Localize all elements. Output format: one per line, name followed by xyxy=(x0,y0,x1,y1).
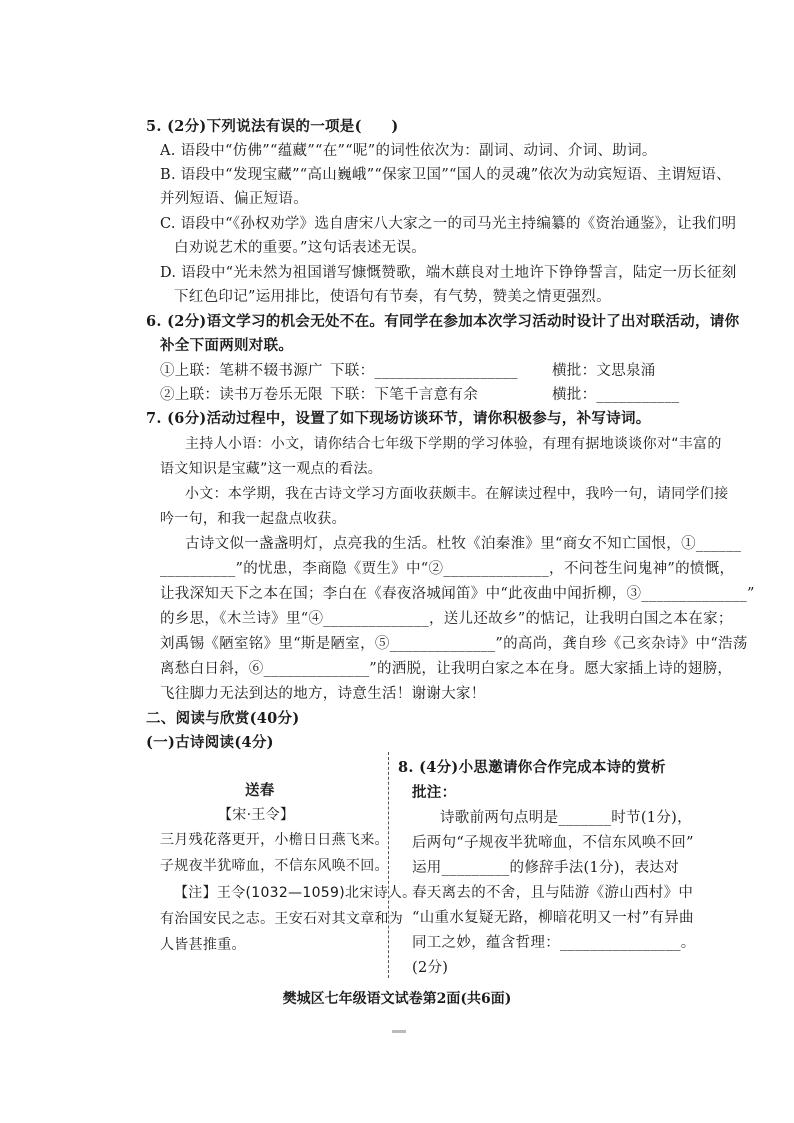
section-reading-title: 二、阅读与欣赏(40分) xyxy=(146,710,300,727)
poetry-passage-5: 刘禹锡《陋室铭》里“斯是陋室，⑤______________”的高尚，龚自珍《己亥杂诗》中“浩荡 xyxy=(160,636,748,652)
q6-stem-cont: 补全下面两则对联。 xyxy=(160,337,294,354)
poem-note: 【注】王令(1032—1059)北宋诗人。 xyxy=(174,885,417,901)
couplet2-upper: ②上联：读书万卷乐无限 xyxy=(160,387,323,403)
page-footer: 樊城区七年级语文试卷第2面(共6面) xyxy=(282,991,512,1007)
poetry-passage-6: 离愁白日斜，⑥______________”的洒脱，让我明白家之本在身。愿大家插上诗的翅膀， xyxy=(160,661,733,677)
poem-title: 送春 xyxy=(245,782,275,799)
q5-option-c: C. 语段中“《孙权劝学》选自唐宋八大家之一的司马光主持编纂的《资治通鉴》，让我们明 xyxy=(160,216,737,232)
couplet1-banner: 横批：文思泉涌 xyxy=(552,363,656,379)
q6-stem: 6. (2分)语文学习的机会无处不在。有同学在参加本次学习活动时设计了出对联活动，请你 xyxy=(146,313,740,330)
q8-line-4: 后两句“子规夜半犹啼血，不信东风唤不回” xyxy=(412,835,694,851)
q5-option-c-cont: 白劝说艺术的重要。”这句话表述无误。 xyxy=(174,240,427,256)
xiaowen-remark-cont: 吟一句，和我一起盘点收获。 xyxy=(160,511,346,527)
subsection-poem-title: (一)古诗阅读(4分) xyxy=(146,734,274,751)
poetry-passage-2: __________”的忧患，李商隐《贾生》中“②______________，不问苍生问鬼神”的愤慨， xyxy=(160,561,735,577)
q5-stem: 5. (2分)下列说法有误的一项是( ) xyxy=(146,118,399,135)
poetry-passage-4: 的乡思，《木兰诗》里“④______________，送儿还故乡”的惦记，让我明白国之本在家； xyxy=(160,611,733,627)
column-divider xyxy=(388,752,389,978)
poetry-passage-3: 让我深知天下之本在国；李白在《春夜洛城闻笛》中“此夜曲中闻折柳，③______________” xyxy=(160,586,755,602)
poetry-passage-7: 飞往脚力无法到达的地方，诗意生活！谢谢大家！ xyxy=(160,686,486,702)
poetry-passage-1: 古诗文似一盏盏明灯，点亮我的生活。杜牧《泊秦淮》里“商女不知亡国恨，①______ xyxy=(185,536,742,552)
couplet2-lower: 下联：下笔千言意有余 xyxy=(330,387,478,403)
host-remark: 主持人小语：小文，请你结合七年级下学期的学习体验，有理有据地谈谈你对“丰富的 xyxy=(185,436,722,452)
q8-stem: 8. (4分)小思邀请你合作完成本诗的赏析 xyxy=(398,759,666,776)
q8-stem-cont: 批注： xyxy=(412,784,457,801)
q8-line-3: 诗歌前两句点明是_______时节(1分)， xyxy=(440,810,692,826)
q7-stem: 7. (6分)活动过程中，设置了如下现场访谈环节，请你积极参与，补写诗词。 xyxy=(146,410,651,427)
q5-option-d-cont: 下红色印记”运用排比，使语句有节奏，有气势，赞美之情更强烈。 xyxy=(174,289,611,305)
q8-line-9: (2分) xyxy=(412,960,449,976)
q5-option-b: B. 语段中“发现宝藏”“高山巍峨”“保家卫国”“国人的灵魂”依次为动宾短语、主谓短语、 xyxy=(160,167,731,183)
couplet1-upper: ①上联：笔耕不辍书源广 xyxy=(160,363,323,379)
couplet2-banner: 横批：___________ xyxy=(552,387,680,403)
scan-mark xyxy=(392,1030,406,1033)
q8-line-5: 运用_________的修辞手法(1分)，表达对 xyxy=(412,860,679,876)
q8-line-7: “山重水复疑无路，柳暗花明又一村”有异曲 xyxy=(412,910,694,926)
couplet1-lower: 下联：___________________ xyxy=(330,363,518,379)
q5-option-a: A. 语段中“仿佛”“蕴藏”“在”“呢”的词性依次为：副词、动词、介词、助词。 xyxy=(160,143,657,159)
xiaowen-remark: 小文：本学期，我在古诗文学习方面收获颇丰。在解读过程中，我吟一句，请同学们接 xyxy=(185,486,729,502)
host-remark-cont: 语文知识是宝藏”这一观点的看法。 xyxy=(160,461,383,477)
q5-option-d: D. 语段中“光未然为祖国谱写慷慨赞歌，端木蕻良对土地许下铮铮誓言，陆定一历长征刻 xyxy=(160,265,737,281)
q5-option-b-cont: 并列短语、偏正短语。 xyxy=(160,191,308,207)
q8-line-6: 春天离去的不舍，且与陆游《游山西村》中 xyxy=(412,885,694,901)
poem-note-end: 人皆甚推重。 xyxy=(160,937,246,953)
poem-note-cont: 有治国安民之志。王安石对其文章和为 xyxy=(160,911,404,927)
poem-line-1: 三月残花落更开，小檐日日燕飞来。 xyxy=(160,832,389,848)
q8-line-8: 同工之妙，蕴含哲理：________________。 xyxy=(412,935,696,951)
poem-line-2: 子规夜半犹啼血，不信东风唤不回。 xyxy=(160,858,389,874)
poem-author: 【宋·王令】 xyxy=(218,807,295,823)
